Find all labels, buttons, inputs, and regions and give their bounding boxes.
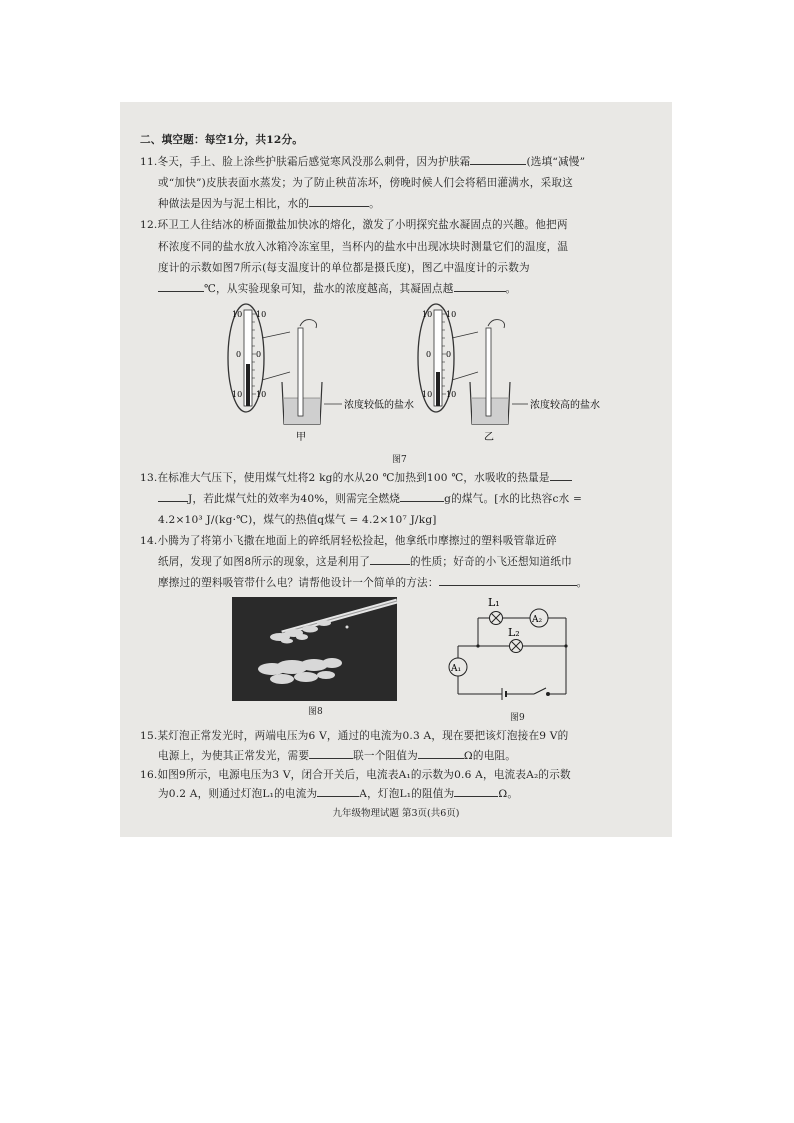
q12-line3: 度计的示数如图7所示(每支温度计的单位都是摄氏度)，图乙中温度计的示数为 bbox=[158, 262, 530, 274]
tick-right-bottom: 10 bbox=[256, 390, 267, 399]
tick-left-zero: 0 bbox=[236, 350, 242, 359]
q13-text2: J，若此煤气灶的效率为40%，则需完全燃烧 bbox=[188, 493, 401, 505]
q15-blank1[interactable] bbox=[309, 748, 353, 759]
q12-line1: 12.环卫工人往结冰的桥面撒盐加快冰的熔化，激发了小明探究盐水凝固点的兴趣。他把两 bbox=[140, 219, 568, 231]
tick-right-bottom-yi: 10 bbox=[446, 390, 457, 399]
q13-text2b: g的煤气。[水的比热容c水 = bbox=[444, 493, 583, 505]
q13-line1 bbox=[140, 470, 572, 485]
q11-text3b: 。 bbox=[369, 198, 380, 210]
q12-text4: ℃，从实验现象可知，盐水的浓度越高，其凝固点越 bbox=[204, 283, 454, 295]
exam-page bbox=[120, 102, 672, 837]
q15-text2b: 联一个阻值为 bbox=[353, 750, 418, 762]
label-L1: L₁ bbox=[488, 596, 500, 609]
q11-text3: 种做法是因为与泥土相比，水的 bbox=[158, 198, 310, 210]
figure-8-caption: 图8 bbox=[308, 707, 323, 717]
q11-text1: 11.冬天，手上、脸上涂些护肤霜后感觉寒风没那么刺骨，因为护肤霜 bbox=[140, 156, 471, 168]
q15-line2 bbox=[158, 748, 516, 763]
label-low-concentration: 浓度较低的盐水 bbox=[344, 400, 414, 411]
label-A2: A₂ bbox=[532, 615, 543, 625]
figure-9-circuit bbox=[438, 590, 588, 712]
tick-right-top-yi: 10 bbox=[446, 310, 457, 319]
tick-right-zero-yi: 0 bbox=[446, 350, 452, 359]
paper-scraps-image bbox=[232, 597, 397, 701]
tick-left-top: 10 bbox=[232, 310, 243, 319]
q15-text2c: Ω的电阻。 bbox=[463, 750, 517, 762]
q16-blank2[interactable] bbox=[454, 786, 498, 797]
q16-text2: 为0.2 A，则通过灯泡L₁的电流为 bbox=[158, 788, 318, 800]
q13-blank1b[interactable] bbox=[158, 491, 188, 502]
q13-line3: 4.2×10³ J/(kg·℃)，煤气的热值q煤气 = 4.2×10⁷ J/kg] bbox=[158, 514, 437, 526]
q14-line1: 14.小腾为了将第小飞撒在地面上的碎纸屑轻松捡起，他拿纸巾摩擦过的塑料吸管靠近碎 bbox=[140, 535, 557, 547]
q16-line2 bbox=[158, 786, 518, 801]
q13-line2 bbox=[158, 491, 582, 506]
q11-line1 bbox=[140, 154, 585, 169]
label-jia: 甲 bbox=[296, 432, 306, 443]
q11-blank2[interactable] bbox=[309, 196, 369, 207]
q14-text3end: 。 bbox=[576, 577, 588, 589]
q15-line1: 15.某灯泡正常发光时，两端电压为6 V，通过的电流为0.3 A，现在要把该灯泡接在9 V的 bbox=[140, 730, 569, 742]
tick-left-zero-yi: 0 bbox=[426, 350, 432, 359]
q16-text2b: A，灯泡L₁的阻值为 bbox=[359, 788, 455, 800]
label-yi: 乙 bbox=[484, 432, 494, 443]
label-L2: L₂ bbox=[508, 626, 520, 639]
q12-blank1[interactable] bbox=[158, 281, 204, 292]
tick-right-zero: 0 bbox=[256, 350, 262, 359]
q14-text2: 纸屑，发现了如图8所示的现象，这是利用了 bbox=[158, 556, 371, 568]
figure-9-caption: 图9 bbox=[510, 713, 525, 723]
q11-line2: 或“加快”)皮肤表面水蒸发；为了防止秧苗冻坏，傍晚时候人们会将稻田灌满水，采取这 bbox=[158, 177, 573, 189]
beaker-jia bbox=[282, 320, 342, 424]
q12-line4 bbox=[158, 281, 516, 296]
page-footer: 九年级物理试题 第3页(共6页) bbox=[332, 808, 460, 819]
tick-left-top-yi: 10 bbox=[422, 310, 433, 319]
q13-text1: 13.在标准大气压下，使用煤气灶将2 kg的水从20 ℃加热到100 ℃，水吸收的热量是 bbox=[140, 472, 550, 484]
q14-text3: 摩擦过的塑料吸管带什么电？请帮他设计一个简单的方法： bbox=[158, 577, 439, 589]
beaker-yi bbox=[470, 320, 528, 424]
q15-text2: 电源上，为使其正常发光，需要 bbox=[158, 750, 310, 762]
q13-blank1[interactable] bbox=[550, 470, 572, 481]
thermometer-yi bbox=[418, 304, 478, 412]
label-high-concentration: 浓度较高的盐水 bbox=[530, 400, 600, 411]
label-A1: A₁ bbox=[451, 664, 462, 674]
figure-8-photo bbox=[232, 597, 397, 701]
tick-right-top: 10 bbox=[256, 310, 267, 319]
q14-blank1[interactable] bbox=[370, 554, 410, 565]
q14-line3 bbox=[158, 575, 587, 590]
q14-line2 bbox=[158, 554, 572, 569]
q14-text2b: 的性质；好奇的小飞还想知道纸巾 bbox=[410, 556, 572, 568]
figure-7-caption: 图7 bbox=[392, 455, 407, 465]
tick-left-bottom: 10 bbox=[232, 390, 243, 399]
q16-line1: 16.如图9所示，电源电压为3 V，闭合开关后，电流表A₁的示数为0.6 A，电流表A₂的示数 bbox=[140, 769, 571, 781]
q12-text4b: 。 bbox=[505, 283, 517, 295]
tick-left-bottom-yi: 10 bbox=[422, 390, 433, 399]
q14-blank2[interactable] bbox=[439, 575, 577, 586]
q16-text2c: Ω。 bbox=[498, 788, 519, 800]
q13-blank2[interactable] bbox=[400, 491, 444, 502]
section-heading: 二、填空题：每空1分，共12分。 bbox=[140, 134, 304, 146]
thermometer-jia bbox=[228, 304, 290, 412]
q11-text1b: (选填“减慢” bbox=[526, 156, 586, 168]
q12-line2: 杯浓度不同的盐水放入冰箱冷冻室里，当杯内的盐水中出现冰块时测量它们的温度，温 bbox=[158, 241, 569, 253]
q16-blank1[interactable] bbox=[317, 786, 359, 797]
figure-7 bbox=[220, 300, 600, 450]
q11-line3 bbox=[158, 196, 380, 211]
q11-blank1[interactable] bbox=[470, 154, 526, 165]
q15-blank2[interactable] bbox=[418, 748, 464, 759]
q12-blank2[interactable] bbox=[454, 281, 506, 292]
